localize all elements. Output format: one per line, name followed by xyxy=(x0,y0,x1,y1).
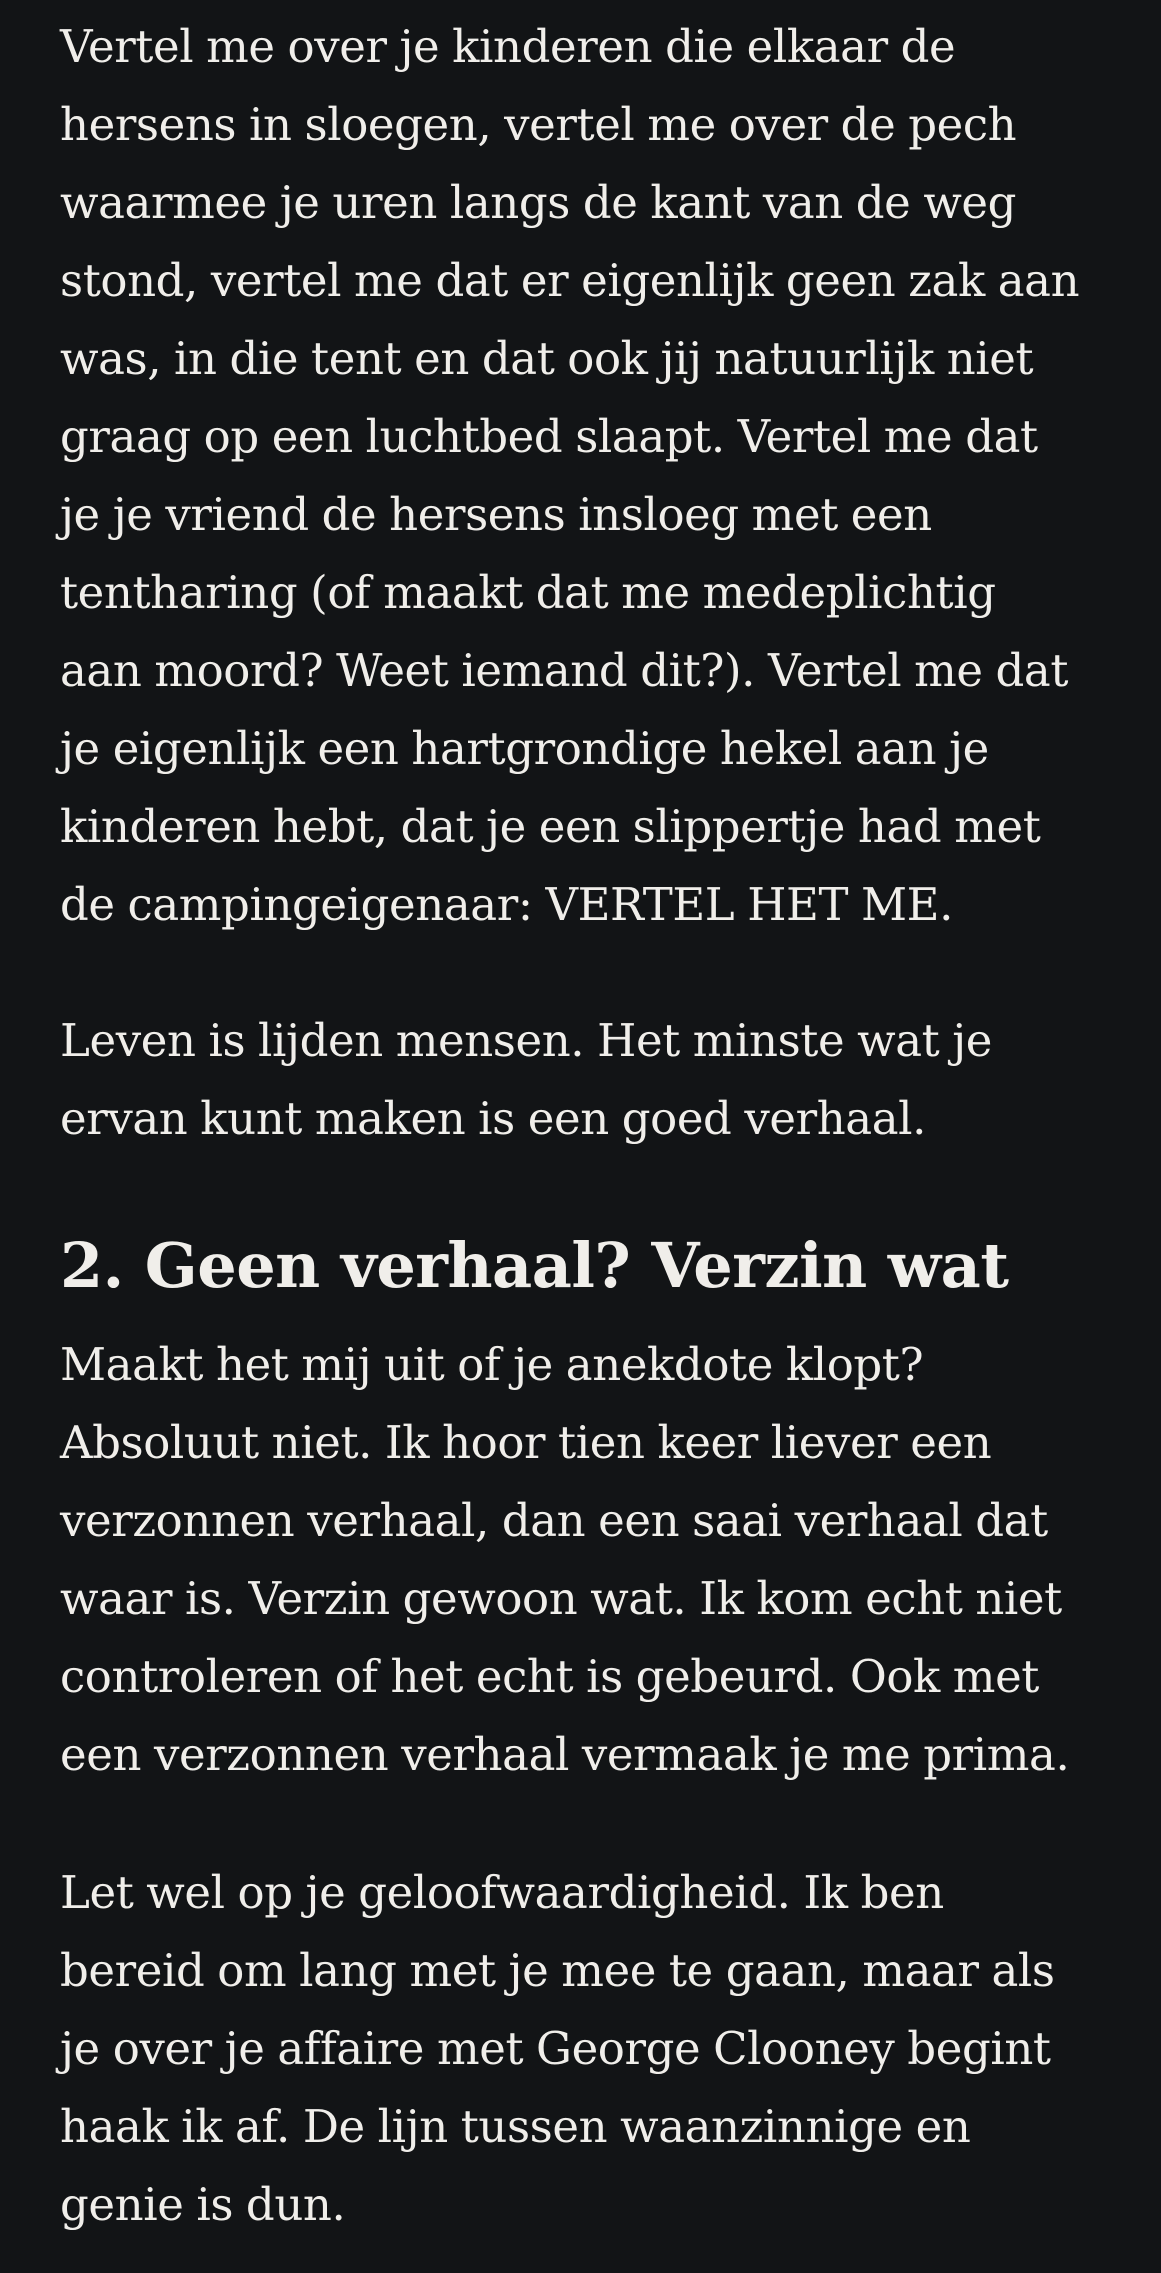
text-line: tentharing (of maakt dat me medeplichtig xyxy=(60,566,996,619)
paragraph-geloofwaardigheid xyxy=(60,1854,1055,2244)
text-line: Leven is lijden mensen. Het minste wat je xyxy=(60,1014,993,1067)
text-line: genie is dun. xyxy=(60,2178,346,2231)
text-line: kinderen hebt, dat je een slippertje had met xyxy=(60,800,1041,853)
text-line: bereid om lang met je mee te gaan, maar als xyxy=(60,1944,1055,1997)
text-line: waar is. Verzin gewoon wat. Ik kom echt niet xyxy=(60,1572,1062,1625)
text-line: waarmee je uren langs de kant van de weg xyxy=(60,176,1017,229)
text-line: verzonnen verhaal, dan een saai verhaal dat xyxy=(60,1494,1048,1547)
section-heading: 2. Geen verhaal? Verzin wat xyxy=(60,1229,1009,1302)
paragraph-vertel-me xyxy=(60,8,1079,944)
text-line: je eigenlijk een hartgrondige hekel aan je xyxy=(60,722,989,775)
paragraph-anekdote xyxy=(60,1326,1069,1794)
text-line: Maakt het mij uit of je anekdote klopt? xyxy=(60,1338,924,1391)
text-line: aan moord? Weet iemand dit?). Vertel me dat xyxy=(60,644,1069,697)
text-line: controleren of het echt is gebeurd. Ook met xyxy=(60,1650,1039,1703)
text-line: je over je affaire met George Clooney begint xyxy=(60,2022,1051,2075)
text-line: was, in die tent en dat ook jij natuurlijk niet xyxy=(60,332,1034,385)
text-line: haak ik af. De lijn tussen waanzinnige en xyxy=(60,2100,971,2153)
text-line: graag op een luchtbed slaapt. Vertel me dat xyxy=(60,410,1038,463)
text-line: je je vriend de hersens insloeg met een xyxy=(60,488,932,541)
text-line: Vertel me over je kinderen die elkaar de xyxy=(60,20,956,73)
text-line: een verzonnen verhaal vermaak je me prima. xyxy=(60,1728,1070,1781)
text-line: stond, vertel me dat er eigenlijk geen zak aan xyxy=(60,254,1080,307)
text-line: Absoluut niet. Ik hoor tien keer liever een xyxy=(60,1416,992,1469)
text-line: hersens in sloegen, vertel me over de pech xyxy=(60,98,1017,151)
paragraph-leven-is-lijden xyxy=(60,1002,992,1158)
text-line: de campingeigenaar: VERTEL HET ME. xyxy=(60,878,954,931)
text-line: Let wel op je geloofwaardigheid. Ik ben xyxy=(60,1866,944,1919)
text-line: ervan kunt maken is een goed verhaal. xyxy=(60,1092,927,1145)
